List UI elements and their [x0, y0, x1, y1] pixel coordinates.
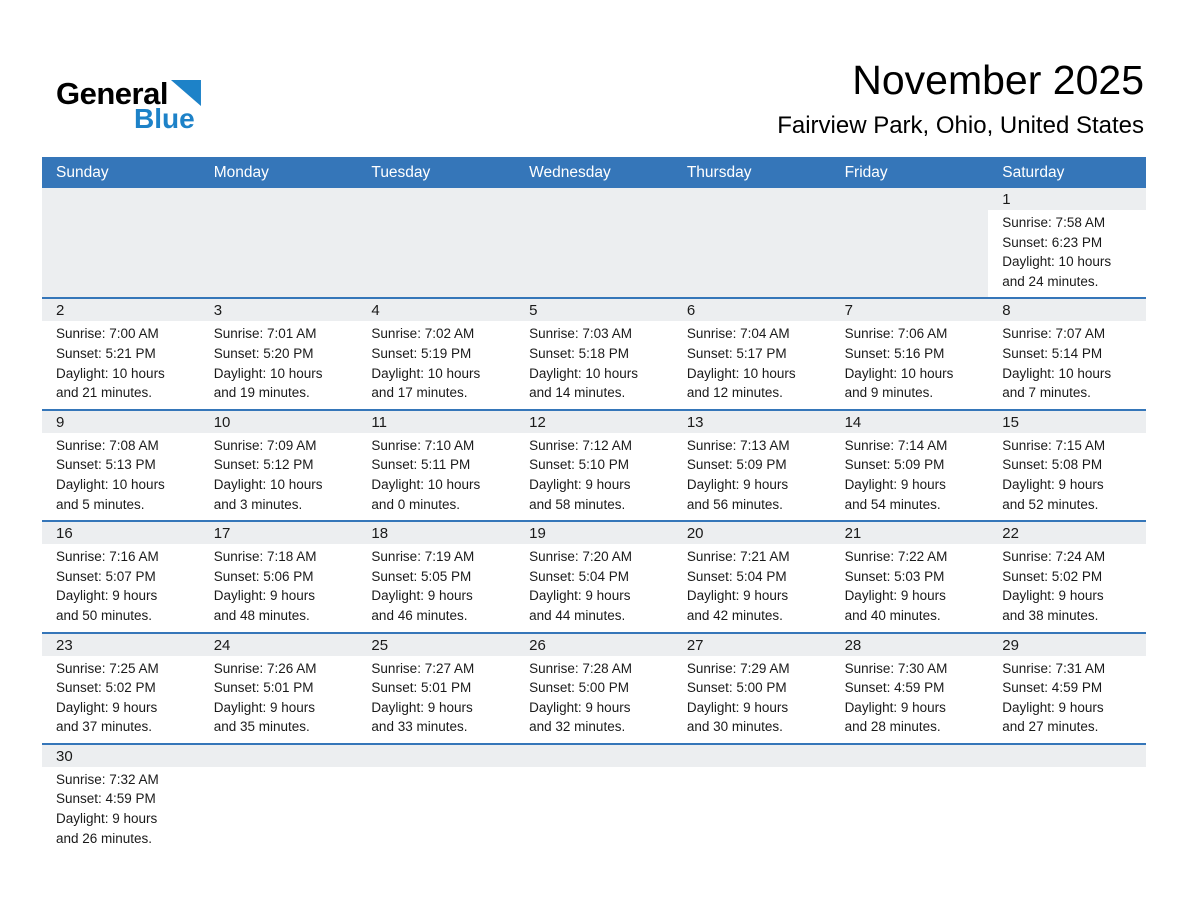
- daylight-line-1: Daylight: 10 hours: [213, 476, 323, 492]
- day-details: [42, 656, 200, 743]
- general-blue-logo: [56, 56, 201, 133]
- empty-day-strip: [515, 745, 673, 767]
- day-details: [200, 544, 358, 631]
- week-row-4: [42, 520, 1146, 631]
- day-cell-2: [42, 299, 200, 408]
- sunrise-line: Sunrise: 7:22 AM: [844, 549, 948, 565]
- weekday-header-row: [42, 157, 1146, 188]
- daylight-line-1: Daylight: 9 hours: [371, 588, 473, 604]
- daylight-line-1: Daylight: 9 hours: [213, 588, 316, 604]
- sunset-line: Sunset: 5:01 PM: [213, 680, 314, 696]
- day-details: [988, 433, 1146, 520]
- sunrise-line: Sunrise: 7:04 AM: [686, 326, 790, 342]
- day-details: [831, 544, 989, 631]
- daylight-line-2: and 38 minutes.: [1002, 607, 1099, 623]
- daylight-line-1: Daylight: 9 hours: [56, 811, 158, 827]
- day-cell-19: [515, 522, 673, 631]
- daylight-line-1: Daylight: 9 hours: [686, 699, 789, 715]
- day-cell-1: [988, 188, 1146, 297]
- daylight-line-2: and 44 minutes.: [529, 607, 626, 623]
- sunset-line: Sunset: 5:18 PM: [529, 345, 629, 361]
- sunset-line: Sunset: 5:00 PM: [529, 680, 629, 696]
- day-cell-15: [988, 411, 1146, 520]
- day-number: 17: [200, 522, 358, 544]
- daylight-line-1: Daylight: 9 hours: [213, 699, 316, 715]
- day-details: [357, 656, 515, 743]
- page-header: [0, 0, 1188, 157]
- weekday-header-thursday: Thursday: [686, 163, 752, 181]
- sunrise-line: Sunrise: 7:32 AM: [56, 771, 159, 787]
- sunset-line: Sunset: 5:07 PM: [56, 568, 156, 584]
- daylight-line-2: and 17 minutes.: [371, 385, 468, 401]
- daylight-line-1: Daylight: 9 hours: [686, 588, 789, 604]
- sunrise-line: Sunrise: 7:15 AM: [1002, 437, 1106, 453]
- day-number: 2: [42, 299, 200, 321]
- day-details: [200, 321, 358, 408]
- empty-cell: [515, 188, 673, 297]
- daylight-line-2: and 7 minutes.: [1002, 385, 1091, 401]
- day-details: [357, 433, 515, 520]
- daylight-line-2: and 35 minutes.: [213, 719, 310, 735]
- daylight-line-1: Daylight: 10 hours: [213, 365, 323, 381]
- weekday-header-monday: Monday: [213, 163, 269, 181]
- day-number: 9: [42, 411, 200, 433]
- day-number: 5: [515, 299, 673, 321]
- daylight-line-1: Daylight: 9 hours: [371, 699, 473, 715]
- empty-cell-body: [357, 767, 515, 776]
- empty-cell-body: [200, 210, 358, 219]
- day-number: 16: [42, 522, 200, 544]
- empty-cell-body: [200, 767, 358, 776]
- sunrise-line: Sunrise: 7:03 AM: [529, 326, 632, 342]
- empty-cell-body: [831, 767, 989, 776]
- day-cell-10: [200, 411, 358, 520]
- daylight-line-2: and 37 minutes.: [56, 719, 153, 735]
- daylight-line-1: Daylight: 10 hours: [371, 365, 481, 381]
- day-details: [42, 544, 200, 631]
- sunset-line: Sunset: 4:59 PM: [1002, 680, 1103, 696]
- day-cell-27: [673, 634, 831, 743]
- day-number: 7: [831, 299, 989, 321]
- weekday-header-tuesday: Tuesday: [371, 163, 431, 181]
- sunrise-line: Sunrise: 7:29 AM: [686, 660, 790, 676]
- empty-day-strip: [988, 745, 1146, 767]
- sunset-line: Sunset: 5:04 PM: [529, 568, 629, 584]
- day-cell-26: [515, 634, 673, 743]
- calendar: [42, 157, 1146, 854]
- sunrise-line: Sunrise: 7:18 AM: [213, 549, 317, 565]
- day-details: [673, 321, 831, 408]
- week-row-2: [42, 297, 1146, 408]
- calendar-weeks: [42, 188, 1146, 854]
- sunrise-line: Sunrise: 7:58 AM: [1002, 215, 1106, 230]
- day-cell-13: [673, 411, 831, 520]
- day-number: 4: [357, 299, 515, 321]
- day-details: [200, 656, 358, 743]
- empty-cell: [357, 745, 515, 854]
- empty-cell-body: [673, 210, 831, 219]
- daylight-line-2: and 50 minutes.: [56, 607, 153, 623]
- day-number: 26: [515, 634, 673, 656]
- sunrise-line: Sunrise: 7:25 AM: [56, 660, 159, 676]
- day-details: [42, 321, 200, 408]
- daylight-line-1: Daylight: 10 hours: [1002, 254, 1112, 270]
- daylight-line-2: and 12 minutes.: [686, 385, 783, 401]
- sunset-line: Sunset: 5:00 PM: [686, 680, 787, 696]
- day-details: [357, 544, 515, 631]
- daylight-line-2: and 30 minutes.: [686, 719, 783, 735]
- sunrise-line: Sunrise: 7:08 AM: [56, 437, 159, 453]
- daylight-line-2: and 42 minutes.: [686, 607, 783, 623]
- sunrise-line: Sunrise: 7:30 AM: [844, 660, 948, 676]
- daylight-line-1: Daylight: 9 hours: [686, 476, 789, 492]
- day-number: 20: [673, 522, 831, 544]
- daylight-line-2: and 5 minutes.: [56, 496, 145, 512]
- empty-day-strip: [673, 188, 831, 210]
- day-details: [831, 656, 989, 743]
- day-details: [515, 544, 673, 631]
- sunset-line: Sunset: 5:09 PM: [686, 457, 787, 473]
- day-number: 23: [42, 634, 200, 656]
- sunrise-line: Sunrise: 7:19 AM: [371, 549, 475, 565]
- daylight-line-2: and 46 minutes.: [371, 607, 468, 623]
- sunrise-line: Sunrise: 7:24 AM: [1002, 549, 1106, 565]
- sunrise-line: Sunrise: 7:21 AM: [686, 549, 790, 565]
- empty-cell-body: [831, 210, 989, 219]
- day-number: 21: [831, 522, 989, 544]
- empty-cell-body: [673, 767, 831, 776]
- daylight-line-1: Daylight: 9 hours: [529, 699, 631, 715]
- sunrise-line: Sunrise: 7:20 AM: [529, 549, 632, 565]
- daylight-line-1: Daylight: 10 hours: [844, 365, 954, 381]
- daylight-line-2: and 27 minutes.: [1002, 719, 1099, 735]
- day-cell-16: [42, 522, 200, 631]
- daylight-line-1: Daylight: 9 hours: [1002, 588, 1104, 604]
- daylight-line-2: and 33 minutes.: [371, 719, 468, 735]
- day-details: [988, 544, 1146, 631]
- day-cell-9: [42, 411, 200, 520]
- day-number: 6: [673, 299, 831, 321]
- weekday-header-wednesday: Wednesday: [529, 163, 611, 181]
- empty-cell: [42, 188, 200, 297]
- day-number: 24: [200, 634, 358, 656]
- day-cell-12: [515, 411, 673, 520]
- day-number: 27: [673, 634, 831, 656]
- day-cell-20: [673, 522, 831, 631]
- sunset-line: Sunset: 5:06 PM: [213, 568, 314, 584]
- daylight-line-1: Daylight: 9 hours: [529, 588, 631, 604]
- sunset-line: Sunset: 5:12 PM: [213, 457, 314, 473]
- day-cell-24: [200, 634, 358, 743]
- daylight-line-2: and 9 minutes.: [844, 385, 934, 401]
- daylight-line-1: Daylight: 10 hours: [686, 365, 796, 381]
- day-cell-14: [831, 411, 989, 520]
- week-row-1: [42, 188, 1146, 297]
- empty-day-strip: [200, 188, 358, 210]
- sunset-line: Sunset: 5:13 PM: [56, 457, 156, 473]
- daylight-line-2: and 58 minutes.: [529, 496, 626, 512]
- location-subtitle: Fairview Park, Ohio, United States: [777, 112, 1144, 140]
- day-details: [42, 433, 200, 520]
- day-details: [515, 433, 673, 520]
- sunset-line: Sunset: 5:11 PM: [371, 457, 471, 473]
- daylight-line-2: and 54 minutes.: [844, 496, 941, 512]
- empty-cell: [357, 188, 515, 297]
- daylight-line-1: Daylight: 9 hours: [844, 476, 946, 492]
- day-details: [200, 433, 358, 520]
- day-number: 11: [357, 411, 515, 433]
- daylight-line-1: Daylight: 10 hours: [1002, 365, 1112, 381]
- sunset-line: Sunset: 6:23 PM: [1002, 234, 1103, 250]
- day-cell-4: [357, 299, 515, 408]
- empty-day-strip: [200, 745, 358, 767]
- day-cell-28: [831, 634, 989, 743]
- day-number: 10: [200, 411, 358, 433]
- sunrise-line: Sunrise: 7:14 AM: [844, 437, 948, 453]
- empty-day-strip: [831, 188, 989, 210]
- day-details: [831, 321, 989, 408]
- day-cell-29: [988, 634, 1146, 743]
- daylight-line-1: Daylight: 10 hours: [529, 365, 638, 381]
- sunset-line: Sunset: 5:17 PM: [686, 345, 787, 361]
- daylight-line-2: and 32 minutes.: [529, 719, 626, 735]
- empty-cell: [200, 745, 358, 854]
- day-details: [673, 544, 831, 631]
- sunset-line: Sunset: 5:14 PM: [1002, 345, 1103, 361]
- day-number: 18: [357, 522, 515, 544]
- day-cell-11: [357, 411, 515, 520]
- daylight-line-2: and 21 minutes.: [56, 385, 153, 401]
- week-row-5: [42, 632, 1146, 743]
- daylight-line-2: and 3 minutes.: [213, 496, 303, 512]
- weekday-header-saturday: Saturday: [1002, 163, 1065, 181]
- day-number: 30: [42, 745, 200, 767]
- daylight-line-2: and 26 minutes.: [56, 830, 153, 846]
- empty-day-strip: [515, 188, 673, 210]
- sunset-line: Sunset: 4:59 PM: [844, 680, 945, 696]
- daylight-line-2: and 24 minutes.: [1002, 273, 1099, 289]
- daylight-line-2: and 14 minutes.: [529, 385, 626, 401]
- sunrise-line: Sunrise: 7:12 AM: [529, 437, 632, 453]
- sunrise-line: Sunrise: 7:07 AM: [1002, 326, 1106, 342]
- day-number: 12: [515, 411, 673, 433]
- day-number: 14: [831, 411, 989, 433]
- empty-cell: [673, 188, 831, 297]
- weekday-header-sunday: Sunday: [56, 163, 109, 181]
- empty-cell: [200, 188, 358, 297]
- sunrise-line: Sunrise: 7:16 AM: [56, 549, 159, 565]
- sunset-line: Sunset: 5:20 PM: [213, 345, 314, 361]
- daylight-line-1: Daylight: 9 hours: [1002, 699, 1104, 715]
- empty-cell: [988, 745, 1146, 854]
- day-details: [988, 656, 1146, 743]
- sunrise-line: Sunrise: 7:26 AM: [213, 660, 317, 676]
- sunrise-line: Sunrise: 7:13 AM: [686, 437, 790, 453]
- day-details: [42, 767, 200, 854]
- daylight-line-2: and 19 minutes.: [213, 385, 310, 401]
- day-cell-25: [357, 634, 515, 743]
- daylight-line-2: and 56 minutes.: [686, 496, 783, 512]
- logo-text-general: General: [56, 76, 168, 111]
- empty-cell-body: [42, 210, 200, 219]
- day-cell-3: [200, 299, 358, 408]
- week-row-6: [42, 743, 1146, 854]
- daylight-line-2: and 0 minutes.: [371, 496, 460, 512]
- day-number: 3: [200, 299, 358, 321]
- daylight-line-1: Daylight: 9 hours: [56, 588, 158, 604]
- sunrise-line: Sunrise: 7:09 AM: [213, 437, 317, 453]
- sunset-line: Sunset: 5:03 PM: [844, 568, 945, 584]
- empty-day-strip: [357, 188, 515, 210]
- day-details: [673, 656, 831, 743]
- day-cell-18: [357, 522, 515, 631]
- daylight-line-1: Daylight: 9 hours: [1002, 476, 1104, 492]
- daylight-line-1: Daylight: 9 hours: [529, 476, 631, 492]
- day-details: [988, 210, 1146, 297]
- sunset-line: Sunset: 4:59 PM: [56, 791, 156, 807]
- day-number: 15: [988, 411, 1146, 433]
- daylight-line-1: Daylight: 9 hours: [56, 699, 158, 715]
- day-number: 8: [988, 299, 1146, 321]
- day-cell-5: [515, 299, 673, 408]
- empty-day-strip: [357, 745, 515, 767]
- sunset-line: Sunset: 5:21 PM: [56, 345, 156, 361]
- sunset-line: Sunset: 5:16 PM: [844, 345, 945, 361]
- day-details: [673, 433, 831, 520]
- day-cell-7: [831, 299, 989, 408]
- day-cell-23: [42, 634, 200, 743]
- sunrise-line: Sunrise: 7:31 AM: [1002, 660, 1106, 676]
- daylight-line-1: Daylight: 10 hours: [56, 476, 165, 492]
- daylight-line-2: and 28 minutes.: [844, 719, 941, 735]
- day-details: [515, 321, 673, 408]
- sunset-line: Sunset: 5:08 PM: [1002, 457, 1103, 473]
- sunrise-line: Sunrise: 7:00 AM: [56, 326, 159, 342]
- title-block: [777, 56, 1144, 140]
- week-row-3: [42, 409, 1146, 520]
- empty-day-strip: [673, 745, 831, 767]
- empty-day-strip: [42, 188, 200, 210]
- sunset-line: Sunset: 5:01 PM: [371, 680, 472, 696]
- logo-text-blue: Blue: [134, 103, 195, 134]
- day-cell-22: [988, 522, 1146, 631]
- daylight-line-1: Daylight: 10 hours: [371, 476, 481, 492]
- day-cell-6: [673, 299, 831, 408]
- daylight-line-2: and 52 minutes.: [1002, 496, 1099, 512]
- sunset-line: Sunset: 5:02 PM: [1002, 568, 1103, 584]
- day-details: [831, 433, 989, 520]
- empty-cell-body: [988, 767, 1146, 776]
- empty-cell-body: [515, 210, 673, 219]
- sunset-line: Sunset: 5:19 PM: [371, 345, 472, 361]
- sunset-line: Sunset: 5:04 PM: [686, 568, 787, 584]
- empty-day-strip: [831, 745, 989, 767]
- day-cell-30: [42, 745, 200, 854]
- sunrise-line: Sunrise: 7:02 AM: [371, 326, 475, 342]
- empty-cell: [673, 745, 831, 854]
- day-details: [515, 656, 673, 743]
- sunrise-line: Sunrise: 7:27 AM: [371, 660, 475, 676]
- empty-cell: [831, 745, 989, 854]
- day-cell-17: [200, 522, 358, 631]
- sunrise-line: Sunrise: 7:06 AM: [844, 326, 948, 342]
- empty-cell-body: [357, 210, 515, 219]
- month-title: November 2025: [852, 57, 1144, 103]
- day-details: [988, 321, 1146, 408]
- day-number: 28: [831, 634, 989, 656]
- sunset-line: Sunset: 5:02 PM: [56, 680, 156, 696]
- day-number: 13: [673, 411, 831, 433]
- sunrise-line: Sunrise: 7:01 AM: [213, 326, 317, 342]
- day-cell-8: [988, 299, 1146, 408]
- sunset-line: Sunset: 5:05 PM: [371, 568, 472, 584]
- daylight-line-1: Daylight: 9 hours: [844, 588, 946, 604]
- day-cell-21: [831, 522, 989, 631]
- day-number: 1: [988, 188, 1146, 210]
- weekday-header-friday: Friday: [844, 163, 888, 181]
- sunrise-line: Sunrise: 7:28 AM: [529, 660, 632, 676]
- daylight-line-1: Daylight: 9 hours: [844, 699, 946, 715]
- day-number: 25: [357, 634, 515, 656]
- day-number: 22: [988, 522, 1146, 544]
- day-number: 19: [515, 522, 673, 544]
- day-details: [357, 321, 515, 408]
- empty-cell: [831, 188, 989, 297]
- sunset-line: Sunset: 5:10 PM: [529, 457, 629, 473]
- sunrise-line: Sunrise: 7:10 AM: [371, 437, 475, 453]
- day-number: 29: [988, 634, 1146, 656]
- empty-cell: [515, 745, 673, 854]
- daylight-line-1: Daylight: 10 hours: [56, 365, 165, 381]
- empty-cell-body: [515, 767, 673, 776]
- daylight-line-2: and 40 minutes.: [844, 607, 941, 623]
- daylight-line-2: and 48 minutes.: [213, 607, 310, 623]
- sunset-line: Sunset: 5:09 PM: [844, 457, 945, 473]
